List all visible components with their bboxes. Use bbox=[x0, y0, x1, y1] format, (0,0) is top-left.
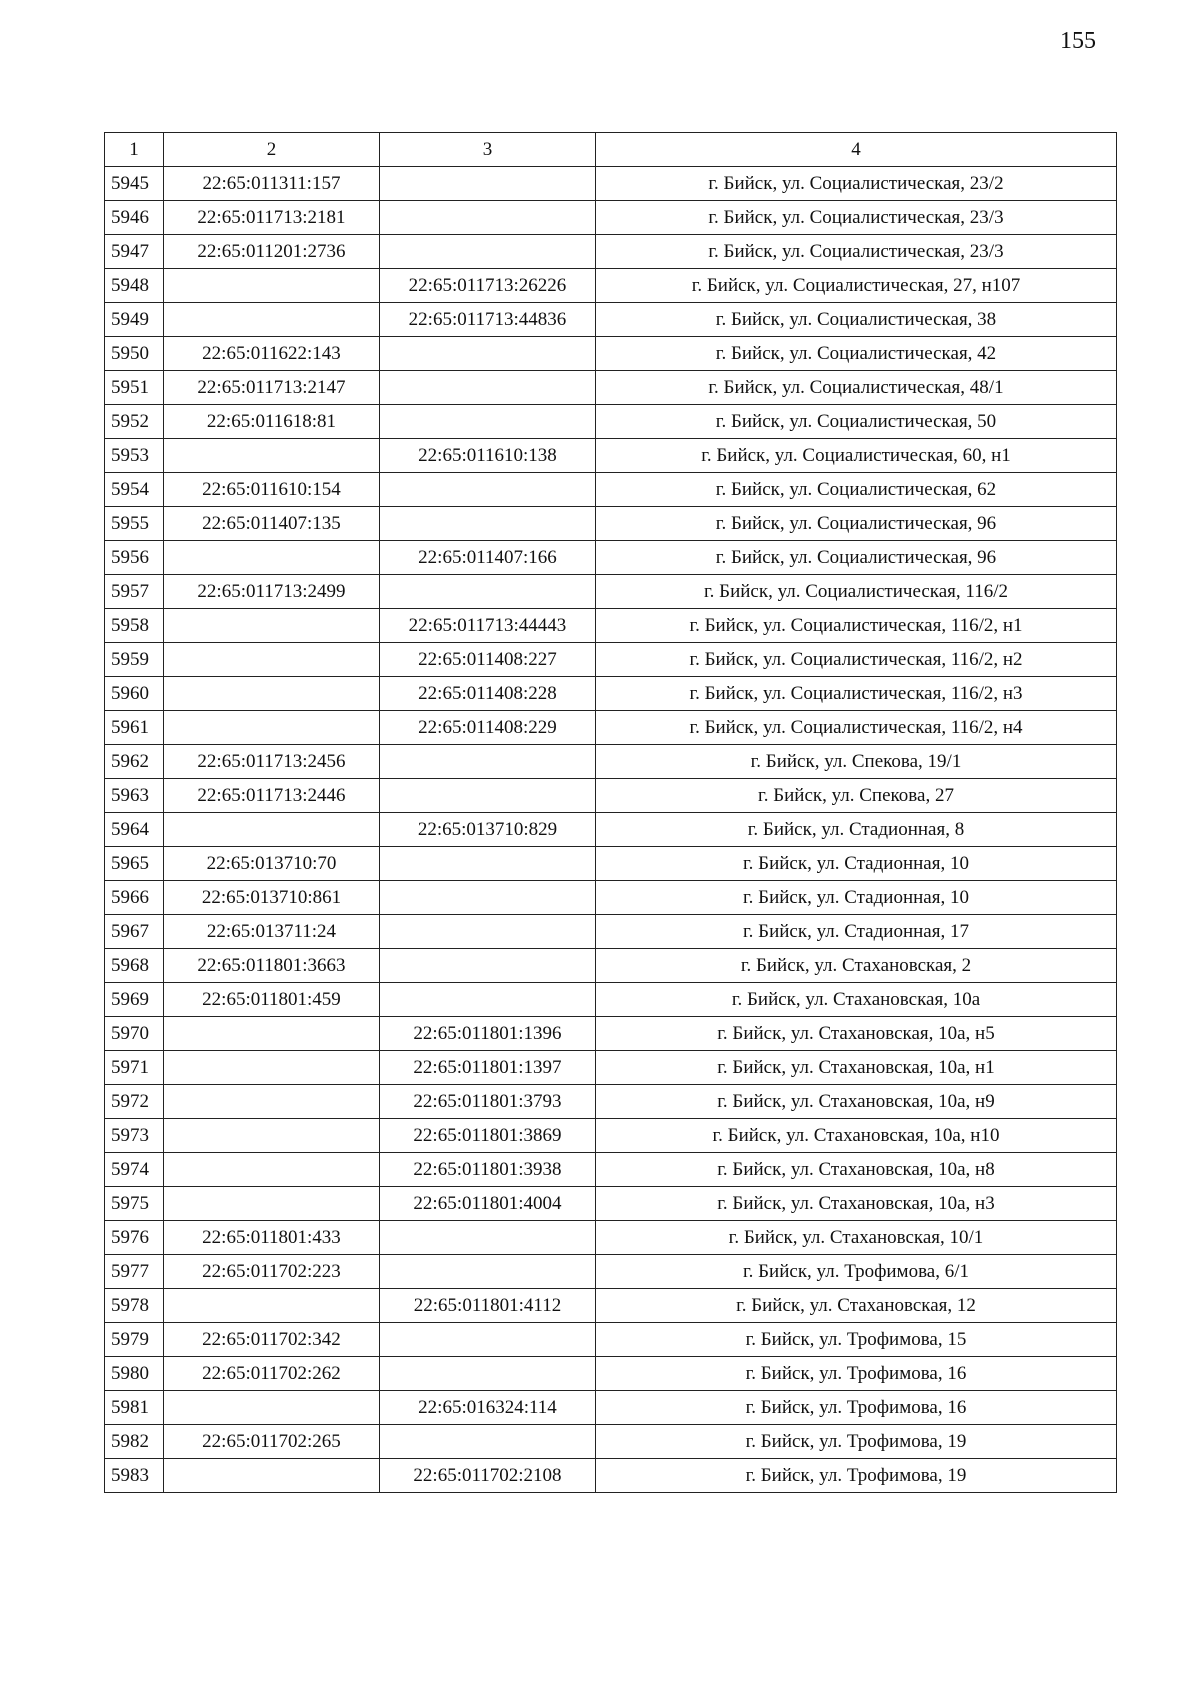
cadastral-number-cell: 22:65:011713:2446 bbox=[164, 779, 380, 813]
address-cell: г. Бийск, ул. Трофимова, 6/1 bbox=[596, 1255, 1117, 1289]
address-cell: г. Бийск, ул. Стадионная, 10 bbox=[596, 881, 1117, 915]
building-cadastral-number-cell: 22:65:011408:229 bbox=[380, 711, 596, 745]
row-number-cell: 5948 bbox=[105, 269, 164, 303]
row-number-cell: 5958 bbox=[105, 609, 164, 643]
building-cadastral-number-cell: 22:65:011801:1397 bbox=[380, 1051, 596, 1085]
cadastral-number-cell bbox=[164, 1085, 380, 1119]
table-row bbox=[105, 439, 1117, 473]
table-row bbox=[105, 1459, 1117, 1493]
building-cadastral-number-cell: 22:65:011408:227 bbox=[380, 643, 596, 677]
building-cadastral-number-cell bbox=[380, 507, 596, 541]
address-cell: г. Бийск, ул. Социалистическая, 42 bbox=[596, 337, 1117, 371]
building-cadastral-number-cell: 22:65:011801:3938 bbox=[380, 1153, 596, 1187]
cadastral-number-cell: 22:65:011801:3663 bbox=[164, 949, 380, 983]
row-number-cell: 5954 bbox=[105, 473, 164, 507]
table-row bbox=[105, 779, 1117, 813]
table-row bbox=[105, 201, 1117, 235]
cadastral-number-cell: 22:65:011407:135 bbox=[164, 507, 380, 541]
address-cell: г. Бийск, ул. Стахановская, 10а, н10 bbox=[596, 1119, 1117, 1153]
table-row bbox=[105, 1119, 1117, 1153]
address-cell: г. Бийск, ул. Социалистическая, 116/2, н4 bbox=[596, 711, 1117, 745]
cadastral-number-cell: 22:65:011622:143 bbox=[164, 337, 380, 371]
building-cadastral-number-cell bbox=[380, 949, 596, 983]
row-number-cell: 5955 bbox=[105, 507, 164, 541]
row-number-cell: 5946 bbox=[105, 201, 164, 235]
cadastral-number-cell: 22:65:011702:265 bbox=[164, 1425, 380, 1459]
cadastral-number-cell bbox=[164, 813, 380, 847]
building-cadastral-number-cell: 22:65:011801:4112 bbox=[380, 1289, 596, 1323]
building-cadastral-number-cell: 22:65:011801:1396 bbox=[380, 1017, 596, 1051]
table-row bbox=[105, 269, 1117, 303]
building-cadastral-number-cell: 22:65:011610:138 bbox=[380, 439, 596, 473]
address-cell: г. Бийск, ул. Социалистическая, 23/2 bbox=[596, 167, 1117, 201]
building-cadastral-number-cell bbox=[380, 983, 596, 1017]
row-number-cell: 5965 bbox=[105, 847, 164, 881]
table-row bbox=[105, 1221, 1117, 1255]
row-number-cell: 5945 bbox=[105, 167, 164, 201]
row-number-cell: 5949 bbox=[105, 303, 164, 337]
table-row bbox=[105, 881, 1117, 915]
building-cadastral-number-cell bbox=[380, 201, 596, 235]
row-number-cell: 5980 bbox=[105, 1357, 164, 1391]
header-row bbox=[105, 133, 1117, 167]
property-registry-table bbox=[104, 132, 1117, 1493]
cadastral-number-cell: 22:65:013710:70 bbox=[164, 847, 380, 881]
table-row bbox=[105, 1425, 1117, 1459]
address-cell: г. Бийск, ул. Социалистическая, 48/1 bbox=[596, 371, 1117, 405]
cadastral-number-cell: 22:65:011618:81 bbox=[164, 405, 380, 439]
building-cadastral-number-cell: 22:65:013710:829 bbox=[380, 813, 596, 847]
table-row bbox=[105, 575, 1117, 609]
building-cadastral-number-cell bbox=[380, 1323, 596, 1357]
cadastral-number-cell: 22:65:011610:154 bbox=[164, 473, 380, 507]
address-cell: г. Бийск, ул. Социалистическая, 96 bbox=[596, 507, 1117, 541]
building-cadastral-number-cell: 22:65:011713:44443 bbox=[380, 609, 596, 643]
address-cell: г. Бийск, ул. Социалистическая, 116/2, н3 bbox=[596, 677, 1117, 711]
cadastral-number-cell bbox=[164, 1051, 380, 1085]
table-row bbox=[105, 1051, 1117, 1085]
address-cell: г. Бийск, ул. Социалистическая, 96 bbox=[596, 541, 1117, 575]
address-cell: г. Бийск, ул. Стахановская, 10а, н5 bbox=[596, 1017, 1117, 1051]
row-number-cell: 5974 bbox=[105, 1153, 164, 1187]
address-cell: г. Бийск, ул. Социалистическая, 23/3 bbox=[596, 201, 1117, 235]
table-row bbox=[105, 711, 1117, 745]
address-cell: г. Бийск, ул. Стахановская, 10а, н8 bbox=[596, 1153, 1117, 1187]
row-number-cell: 5953 bbox=[105, 439, 164, 473]
cadastral-number-cell bbox=[164, 1289, 380, 1323]
table-row bbox=[105, 337, 1117, 371]
row-number-cell: 5960 bbox=[105, 677, 164, 711]
table-row bbox=[105, 507, 1117, 541]
row-number-cell: 5977 bbox=[105, 1255, 164, 1289]
address-cell: г. Бийск, ул. Стахановская, 2 bbox=[596, 949, 1117, 983]
row-number-cell: 5966 bbox=[105, 881, 164, 915]
cadastral-number-cell bbox=[164, 1187, 380, 1221]
building-cadastral-number-cell bbox=[380, 405, 596, 439]
row-number-cell: 5971 bbox=[105, 1051, 164, 1085]
address-cell: г. Бийск, ул. Трофимова, 15 bbox=[596, 1323, 1117, 1357]
row-number-cell: 5957 bbox=[105, 575, 164, 609]
row-number-cell: 5967 bbox=[105, 915, 164, 949]
cadastral-number-cell bbox=[164, 541, 380, 575]
column-header-1: 1 bbox=[105, 133, 164, 167]
table-row bbox=[105, 949, 1117, 983]
cadastral-number-cell: 22:65:011713:2456 bbox=[164, 745, 380, 779]
building-cadastral-number-cell bbox=[380, 847, 596, 881]
address-cell: г. Бийск, ул. Социалистическая, 62 bbox=[596, 473, 1117, 507]
address-cell: г. Бийск, ул. Социалистическая, 38 bbox=[596, 303, 1117, 337]
cadastral-number-cell bbox=[164, 677, 380, 711]
cadastral-number-cell bbox=[164, 1119, 380, 1153]
row-number-cell: 5975 bbox=[105, 1187, 164, 1221]
row-number-cell: 5947 bbox=[105, 235, 164, 269]
address-cell: г. Бийск, ул. Стахановская, 10а, н9 bbox=[596, 1085, 1117, 1119]
table-row bbox=[105, 847, 1117, 881]
row-number-cell: 5963 bbox=[105, 779, 164, 813]
row-number-cell: 5969 bbox=[105, 983, 164, 1017]
table-row bbox=[105, 405, 1117, 439]
cadastral-number-cell bbox=[164, 1459, 380, 1493]
row-number-cell: 5962 bbox=[105, 745, 164, 779]
table-row bbox=[105, 1085, 1117, 1119]
cadastral-number-cell bbox=[164, 439, 380, 473]
table-row bbox=[105, 473, 1117, 507]
cadastral-number-cell: 22:65:011702:342 bbox=[164, 1323, 380, 1357]
building-cadastral-number-cell: 22:65:011702:2108 bbox=[380, 1459, 596, 1493]
table-header bbox=[105, 133, 1117, 167]
page-number: 155 bbox=[1060, 28, 1096, 54]
cadastral-number-cell: 22:65:011201:2736 bbox=[164, 235, 380, 269]
table-body bbox=[105, 167, 1117, 1493]
address-cell: г. Бийск, ул. Трофимова, 16 bbox=[596, 1391, 1117, 1425]
table-row bbox=[105, 677, 1117, 711]
row-number-cell: 5956 bbox=[105, 541, 164, 575]
address-cell: г. Бийск, ул. Социалистическая, 60, н1 bbox=[596, 439, 1117, 473]
building-cadastral-number-cell bbox=[380, 473, 596, 507]
building-cadastral-number-cell bbox=[380, 371, 596, 405]
building-cadastral-number-cell bbox=[380, 1425, 596, 1459]
table-row bbox=[105, 745, 1117, 779]
column-header-2: 2 bbox=[164, 133, 380, 167]
cadastral-number-cell bbox=[164, 1153, 380, 1187]
row-number-cell: 5973 bbox=[105, 1119, 164, 1153]
address-cell: г. Бийск, ул. Стахановская, 10а bbox=[596, 983, 1117, 1017]
building-cadastral-number-cell bbox=[380, 1357, 596, 1391]
table-row bbox=[105, 1391, 1117, 1425]
table-row bbox=[105, 1187, 1117, 1221]
cadastral-number-cell bbox=[164, 711, 380, 745]
table-row bbox=[105, 235, 1117, 269]
building-cadastral-number-cell bbox=[380, 1255, 596, 1289]
address-cell: г. Бийск, ул. Стахановская, 10/1 bbox=[596, 1221, 1117, 1255]
row-number-cell: 5959 bbox=[105, 643, 164, 677]
building-cadastral-number-cell bbox=[380, 167, 596, 201]
cadastral-number-cell: 22:65:013710:861 bbox=[164, 881, 380, 915]
table-row bbox=[105, 1017, 1117, 1051]
address-cell: г. Бийск, ул. Спекова, 19/1 bbox=[596, 745, 1117, 779]
building-cadastral-number-cell: 22:65:011801:4004 bbox=[380, 1187, 596, 1221]
address-cell: г. Бийск, ул. Социалистическая, 116/2 bbox=[596, 575, 1117, 609]
row-number-cell: 5983 bbox=[105, 1459, 164, 1493]
building-cadastral-number-cell bbox=[380, 915, 596, 949]
cadastral-number-cell bbox=[164, 269, 380, 303]
column-header-3: 3 bbox=[380, 133, 596, 167]
row-number-cell: 5964 bbox=[105, 813, 164, 847]
table-row bbox=[105, 643, 1117, 677]
address-cell: г. Бийск, ул. Стадионная, 10 bbox=[596, 847, 1117, 881]
row-number-cell: 5961 bbox=[105, 711, 164, 745]
building-cadastral-number-cell bbox=[380, 881, 596, 915]
address-cell: г. Бийск, ул. Спекова, 27 bbox=[596, 779, 1117, 813]
cadastral-number-cell bbox=[164, 303, 380, 337]
table-row bbox=[105, 609, 1117, 643]
address-cell: г. Бийск, ул. Социалистическая, 27, н107 bbox=[596, 269, 1117, 303]
cadastral-number-cell bbox=[164, 1017, 380, 1051]
address-cell: г. Бийск, ул. Стахановская, 12 bbox=[596, 1289, 1117, 1323]
cadastral-number-cell bbox=[164, 609, 380, 643]
table-row bbox=[105, 915, 1117, 949]
building-cadastral-number-cell bbox=[380, 779, 596, 813]
cadastral-number-cell: 22:65:011801:433 bbox=[164, 1221, 380, 1255]
column-header-4: 4 bbox=[596, 133, 1117, 167]
address-cell: г. Бийск, ул. Трофимова, 16 bbox=[596, 1357, 1117, 1391]
cadastral-number-cell: 22:65:011713:2147 bbox=[164, 371, 380, 405]
address-cell: г. Бийск, ул. Трофимова, 19 bbox=[596, 1425, 1117, 1459]
row-number-cell: 5982 bbox=[105, 1425, 164, 1459]
row-number-cell: 5972 bbox=[105, 1085, 164, 1119]
building-cadastral-number-cell: 22:65:011407:166 bbox=[380, 541, 596, 575]
address-cell: г. Бийск, ул. Социалистическая, 50 bbox=[596, 405, 1117, 439]
table-row bbox=[105, 371, 1117, 405]
cadastral-number-cell: 22:65:011801:459 bbox=[164, 983, 380, 1017]
cadastral-number-cell bbox=[164, 643, 380, 677]
cadastral-number-cell: 22:65:011311:157 bbox=[164, 167, 380, 201]
building-cadastral-number-cell bbox=[380, 1221, 596, 1255]
table-row bbox=[105, 813, 1117, 847]
row-number-cell: 5978 bbox=[105, 1289, 164, 1323]
table-row bbox=[105, 1289, 1117, 1323]
cadastral-number-cell: 22:65:011713:2181 bbox=[164, 201, 380, 235]
address-cell: г. Бийск, ул. Стадионная, 8 bbox=[596, 813, 1117, 847]
address-cell: г. Бийск, ул. Социалистическая, 23/3 bbox=[596, 235, 1117, 269]
table-row bbox=[105, 1323, 1117, 1357]
building-cadastral-number-cell: 22:65:011801:3793 bbox=[380, 1085, 596, 1119]
table-row bbox=[105, 983, 1117, 1017]
building-cadastral-number-cell: 22:65:011713:26226 bbox=[380, 269, 596, 303]
building-cadastral-number-cell bbox=[380, 235, 596, 269]
cadastral-number-cell: 22:65:011713:2499 bbox=[164, 575, 380, 609]
cadastral-number-cell: 22:65:011702:262 bbox=[164, 1357, 380, 1391]
table-row bbox=[105, 303, 1117, 337]
address-cell: г. Бийск, ул. Стахановская, 10а, н1 bbox=[596, 1051, 1117, 1085]
address-cell: г. Бийск, ул. Социалистическая, 116/2, н2 bbox=[596, 643, 1117, 677]
address-cell: г. Бийск, ул. Стахановская, 10а, н3 bbox=[596, 1187, 1117, 1221]
building-cadastral-number-cell bbox=[380, 575, 596, 609]
building-cadastral-number-cell: 22:65:016324:114 bbox=[380, 1391, 596, 1425]
address-cell: г. Бийск, ул. Социалистическая, 116/2, н1 bbox=[596, 609, 1117, 643]
row-number-cell: 5951 bbox=[105, 371, 164, 405]
row-number-cell: 5952 bbox=[105, 405, 164, 439]
building-cadastral-number-cell bbox=[380, 745, 596, 779]
building-cadastral-number-cell bbox=[380, 337, 596, 371]
address-cell: г. Бийск, ул. Трофимова, 19 bbox=[596, 1459, 1117, 1493]
table-row bbox=[105, 1153, 1117, 1187]
table-row bbox=[105, 541, 1117, 575]
row-number-cell: 5950 bbox=[105, 337, 164, 371]
table-row bbox=[105, 1255, 1117, 1289]
cadastral-number-cell: 22:65:011702:223 bbox=[164, 1255, 380, 1289]
cadastral-number-cell: 22:65:013711:24 bbox=[164, 915, 380, 949]
row-number-cell: 5979 bbox=[105, 1323, 164, 1357]
building-cadastral-number-cell: 22:65:011713:44836 bbox=[380, 303, 596, 337]
table-row bbox=[105, 167, 1117, 201]
building-cadastral-number-cell: 22:65:011408:228 bbox=[380, 677, 596, 711]
building-cadastral-number-cell: 22:65:011801:3869 bbox=[380, 1119, 596, 1153]
cadastral-number-cell bbox=[164, 1391, 380, 1425]
row-number-cell: 5976 bbox=[105, 1221, 164, 1255]
row-number-cell: 5970 bbox=[105, 1017, 164, 1051]
row-number-cell: 5981 bbox=[105, 1391, 164, 1425]
row-number-cell: 5968 bbox=[105, 949, 164, 983]
table-row bbox=[105, 1357, 1117, 1391]
address-cell: г. Бийск, ул. Стадионная, 17 bbox=[596, 915, 1117, 949]
